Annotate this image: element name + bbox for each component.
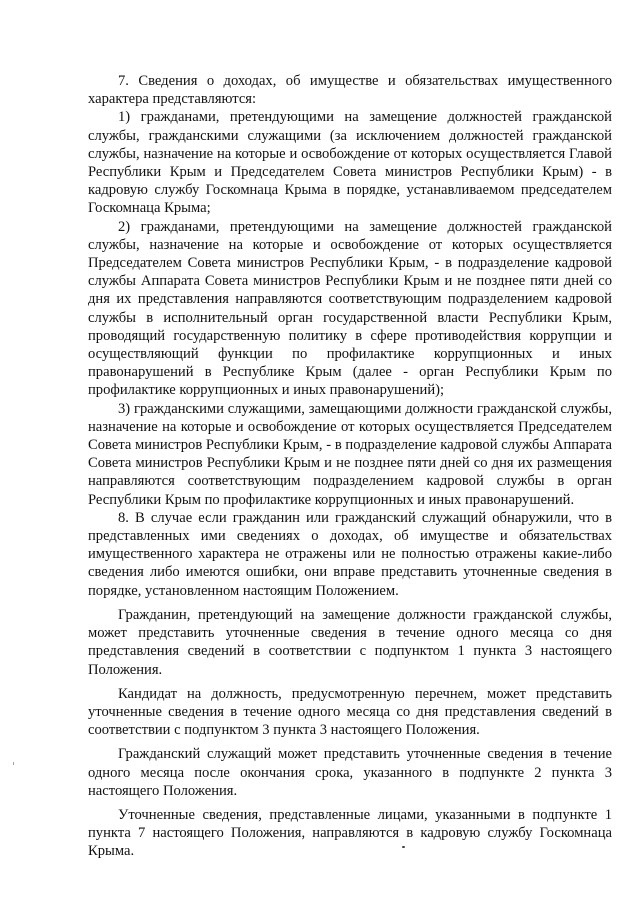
scan-speck [402,846,405,848]
scan-speck [13,762,14,765]
paragraph-7-item-3: 3) гражданскими служащими, замещающими должности гражданской службы, назначение на которые и освобождение от которых осуществляется Председателем Совета министров Республики Крым, - в подразделение кадровой службы Аппарата Совета министров Республики Крым и не позднее пяти дней со дня их размещения направляются соответствующим подразделением кадровой службы в орган Республики Крым по профилактике коррупционных и иных правонарушений. [88,400,612,508]
paragraph-clarified-info: Уточненные сведения, представленные лицами, указанными в подпункте 1 пункта 7 настоящего Положения, направляются в кадровую службу Госкомнаца Крыма. [88,806,612,860]
paragraph-7-intro: 7. Сведения о доходах, об имуществе и обязательствах имущественного характера представляются: [88,73,612,108]
paragraph-7-item-1: 1) гражданами, претендующими на замещение должностей гражданской службы, гражданскими служащими (за исключением должностей гражданской службы, назначение на которые и освобождение от которых осуществляется Главой Республики Крым и Председателем Совета министров Республики Крым) - в кадровую службу Госкомнаца Крыма в порядке, устанавливаемом председателем Госкомнаца Крыма; [88,109,612,217]
paragraph-candidate: Кандидат на должность, предусмотренную перечнем, может представить уточненные сведения в течение одного месяца со дня представления сведений в соответствии с подпунктом 3 пункта 3 настоящего Положения. [88,685,612,739]
paragraph-7-item-2: 2) гражданами, претендующими на замещение должностей гражданской службы, назначение на которые и освобождение от которых осуществляется Председателем Совета министров Республики Крым, - в подразделение кадровой службы Аппарата Совета министров Республики Крым и не позднее пяти дней со дня их представления направляются соответствующим подразделением кадровой службы в исполнительный орган государственной власти Республики Крым, проводящий государственную политику в сфере противодействия коррупции и осуществляющий функции по профилактике коррупционных и иных правонарушений в Республике Крым (далее - орган Республики Крым по профилактике коррупционных и иных правонарушений); [88,218,612,399]
paragraph-8: 8. В случае если гражданин или гражданский служащий обнаружили, что в представленных ими сведениях о доходах, об имуществе и обязательствах имущественного характера не отражены или не полностью отражены какие-либо сведения либо имеются ошибки, они вправе представить уточненные сведения в порядке, установленном настоящим Положением. [88,509,612,599]
paragraph-civil-servant: Гражданский служащий может представить уточненные сведения в течение одного месяца после окончания срока, указанного в подпункте 2 пункта 3 настоящего Положения. [88,746,612,799]
paragraph-citizen: Гражданин, претендующий на замещение должности гражданской службы, может представить уточненные сведения в течение одного месяца со дня представления сведений в соответствии с подпунктом 1 пункта 3 настоящего Положения. [88,606,612,678]
